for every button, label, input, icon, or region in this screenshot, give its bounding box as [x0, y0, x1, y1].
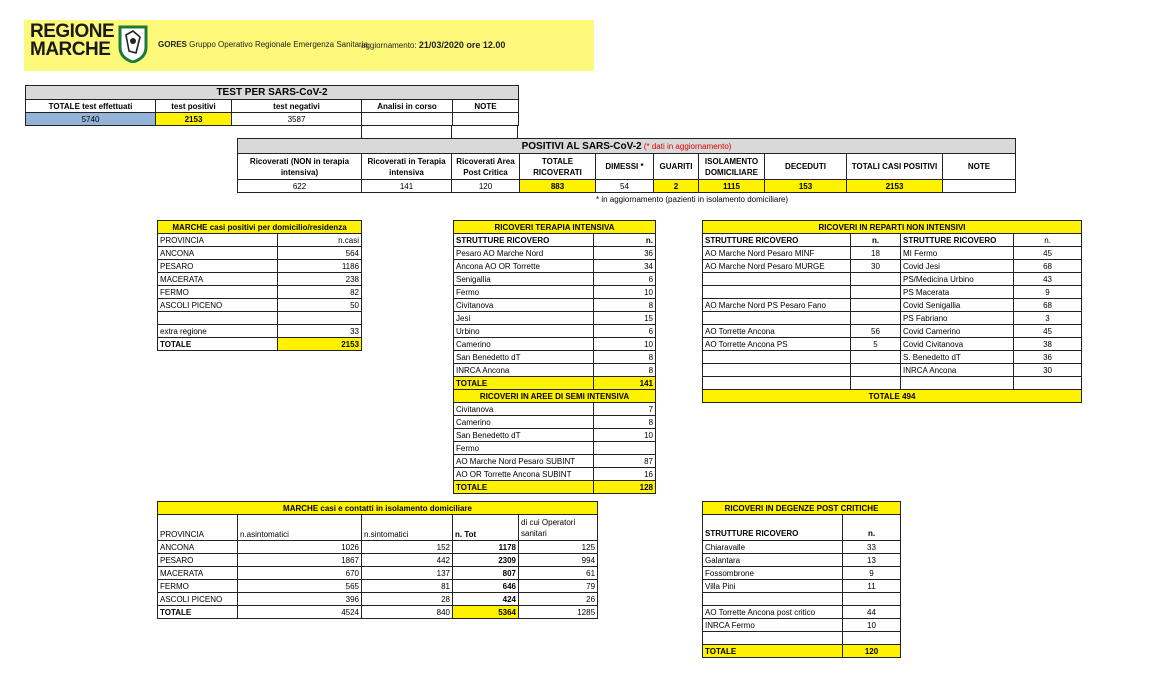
isolation-header-symptomatic: n.sintomatici	[362, 515, 453, 541]
isol-rows-cell: 125	[519, 541, 598, 554]
isolation-header-total: n. Tot	[453, 515, 519, 541]
table-row	[158, 554, 598, 567]
semi-rows-cell: 10	[594, 429, 656, 442]
nonint-rows-cell: AO Marche Nord PS Pesaro Fano	[703, 299, 851, 312]
pos-value-dimessi: 54	[596, 180, 654, 193]
postcritical-header-structure: STRUTTURE RICOVERO	[703, 528, 843, 541]
tests-header-positive: test positivi	[156, 100, 232, 113]
postcritical-rows	[703, 541, 901, 645]
ti-rows-cell: 6	[594, 273, 656, 286]
table-row	[454, 442, 656, 455]
tests-header-pending: Analisi in corso	[362, 100, 453, 113]
nonint-rows-cell	[703, 273, 851, 286]
ti-rows-cell: Jesi	[454, 312, 594, 325]
nonint-rows-cell: 45	[1014, 325, 1082, 338]
nonint-rows-cell: 68	[1014, 260, 1082, 273]
table-row	[158, 580, 598, 593]
isolation-header-operators: di cui Operatori sanitari	[519, 515, 598, 541]
isol-rows-cell: 152	[362, 541, 453, 554]
postcritical-total-value: 120	[843, 645, 901, 658]
pos-header-totali: TOTALI CASI POSITIVI	[847, 154, 943, 180]
table-row	[454, 338, 656, 351]
table-row	[703, 338, 1082, 351]
pos-value-ti: 141	[362, 180, 452, 193]
nonint-rows-cell: 38	[1014, 338, 1082, 351]
pos-header-isolamento: ISOLAMENTO DOMICILIARE	[699, 154, 765, 180]
ti-rows-cell: 36	[594, 247, 656, 260]
positives-footnote: * in aggiornamento (pazienti in isolamento domiciliare)	[596, 195, 789, 204]
isolation-table	[157, 501, 598, 619]
ti-rows-cell: 8	[594, 364, 656, 377]
post-rows-cell	[703, 632, 843, 645]
isol-rows-cell: 61	[519, 567, 598, 580]
table-row	[454, 429, 656, 442]
table-row	[703, 567, 901, 580]
ti-rows-cell: 10	[594, 286, 656, 299]
table-row	[703, 260, 1082, 273]
post-rows-cell: 44	[843, 606, 901, 619]
ti-rows-cell: 10	[594, 338, 656, 351]
semi-rows-cell	[594, 442, 656, 455]
isol-rows-cell: 670	[238, 567, 362, 580]
pos-header-deceduti: DECEDUTI	[765, 154, 847, 180]
table-row	[454, 468, 656, 481]
nonint-rows-cell: AO Marche Nord Pesaro MURGE	[703, 260, 851, 273]
pos-value-note	[943, 180, 1016, 193]
table-row	[454, 273, 656, 286]
nonint-rows-cell: MI Fermo	[901, 247, 1014, 260]
nonint-rows-cell: PS/Medicina Urbino	[901, 273, 1014, 286]
domicilio-rows-cell: MACERATA	[158, 273, 278, 286]
domicilio-rows-cell	[158, 312, 278, 325]
table-row	[703, 286, 1082, 299]
table-row	[454, 455, 656, 468]
postcritical-header-count: n.	[843, 528, 901, 541]
nonint-rows-cell	[703, 364, 851, 377]
update-info: aggiornamento: 21/03/2020 ore 12.00	[361, 40, 506, 50]
nonint-rows-cell: PS Macerata	[901, 286, 1014, 299]
domicilio-rows-cell: 33	[278, 325, 362, 338]
region-logo: REGIONE MARCHE	[30, 21, 115, 60]
postcritical-total-label: TOTALE	[703, 645, 843, 658]
post-rows-cell: Villa Pini	[703, 580, 843, 593]
domicilio-rows-cell: ASCOLI PICENO	[158, 299, 278, 312]
post-rows-cell: 11	[843, 580, 901, 593]
nonint-rows-cell	[851, 286, 901, 299]
isolation-rows	[158, 541, 598, 606]
post-rows-cell: AO Torrette Ancona post critico	[703, 606, 843, 619]
postcritical-title: RICOVERI IN DEGENZE POST CRITICHE	[703, 502, 901, 515]
tests-positive-value: 2153	[156, 113, 232, 126]
semi-rows-cell: 87	[594, 455, 656, 468]
post-rows-cell: 9	[843, 567, 901, 580]
ti-rows-cell: INRCA Ancona	[454, 364, 594, 377]
table-row	[454, 325, 656, 338]
icu-header-count: n.	[594, 234, 656, 247]
isol-rows-cell: FERMO	[158, 580, 238, 593]
tests-header-notes: NOTE	[453, 100, 519, 113]
nonicu-header-count-2: n.	[1014, 234, 1082, 247]
table-row	[454, 312, 656, 325]
icu-header-structure: STRUTTURE RICOVERO	[454, 234, 594, 247]
region-shield-icon	[118, 25, 148, 63]
tests-title: TEST PER SARS-CoV-2	[26, 86, 519, 100]
isol-rows-cell: 646	[453, 580, 519, 593]
tests-table	[25, 85, 519, 126]
tests-header-negative: test negativi	[232, 100, 362, 113]
icu-total-value: 141	[594, 377, 656, 390]
isolation-total-total: 5364	[453, 606, 519, 619]
domicilio-rows-cell: FERMO	[158, 286, 278, 299]
nonint-rows-cell: 45	[1014, 247, 1082, 260]
post-rows-cell: 13	[843, 554, 901, 567]
postcritical-table	[702, 501, 901, 658]
nonicu-title: RICOVERI IN REPARTI NON INTENSIVI	[703, 221, 1082, 234]
pos-header-dimessi: DIMESSI *	[596, 154, 654, 180]
semi-title: RICOVERI IN AREE DI SEMI INTENSIVA	[454, 390, 656, 403]
post-rows-cell	[703, 593, 843, 606]
nonint-rows-cell: INRCA Ancona	[901, 364, 1014, 377]
table-row	[703, 312, 1082, 325]
nonint-rows-cell: 5	[851, 338, 901, 351]
icu-total-label: TOTALE	[454, 377, 594, 390]
nonint-rows-cell: S. Benedetto dT	[901, 351, 1014, 364]
domicilio-rows-cell: 1186	[278, 260, 362, 273]
tests-header-total: TOTALE test effettuati	[26, 100, 156, 113]
post-rows-cell: Chiaravalle	[703, 541, 843, 554]
pos-header-postcritica: Ricoverati Area Post Critica	[452, 154, 520, 180]
nonint-rows-cell: AO Marche Nord Pesaro MINF	[703, 247, 851, 260]
nonicu-total: TOTALE 494	[703, 390, 1082, 403]
pos-header-note: NOTE	[943, 154, 1016, 180]
nonicu-table	[702, 220, 1082, 403]
nonint-rows-cell: AO Torrette Ancona PS	[703, 338, 851, 351]
pos-header-ricoverati: Ricoverati (NON in terapia intensiva)	[238, 154, 362, 180]
ti-rows-cell: Fermo	[454, 286, 594, 299]
ti-rows-cell: 15	[594, 312, 656, 325]
semi-rows-cell: 7	[594, 403, 656, 416]
pos-value-guariti: 2	[654, 180, 699, 193]
isol-rows-cell: MACERATA	[158, 567, 238, 580]
semi-rows	[454, 403, 656, 481]
isol-rows-cell: 79	[519, 580, 598, 593]
isolation-title: MARCHE casi e contatti in isolamento domiciliare	[158, 502, 598, 515]
isol-rows-cell: 28	[362, 593, 453, 606]
nonint-rows-cell	[851, 273, 901, 286]
nonint-rows-cell: 9	[1014, 286, 1082, 299]
ti-rows-cell: 8	[594, 299, 656, 312]
isol-rows-cell: PESARO	[158, 554, 238, 567]
isol-rows-cell: 424	[453, 593, 519, 606]
tests-notes-value	[453, 113, 519, 126]
nonint-rows-cell: 18	[851, 247, 901, 260]
table-row	[703, 619, 901, 632]
nonint-rows-cell: 3	[1014, 312, 1082, 325]
positives-title-row: POSITIVI AL SARS-CoV-2 (* dati in aggiornamento)	[238, 139, 1016, 154]
icu-title: RICOVERI TERAPIA INTENSIVA	[454, 221, 656, 234]
tests-spacer	[361, 125, 452, 138]
nonicu-rows	[703, 247, 1082, 390]
nonint-rows-cell: AO Torrette Ancona	[703, 325, 851, 338]
table-row	[158, 325, 362, 338]
table-row	[703, 580, 901, 593]
post-rows-cell: Galantara	[703, 554, 843, 567]
nonint-rows-cell	[703, 351, 851, 364]
semi-rows-cell: 16	[594, 468, 656, 481]
postcritical-spacer-2	[843, 515, 901, 528]
isol-rows-cell: 26	[519, 593, 598, 606]
table-row	[454, 403, 656, 416]
isol-rows-cell: 396	[238, 593, 362, 606]
ti-rows-cell: Pesaro AO Marche Nord	[454, 247, 594, 260]
ti-rows-cell: Ancona AO OR Torrette	[454, 260, 594, 273]
nonint-rows-cell	[703, 286, 851, 299]
table-row	[158, 541, 598, 554]
semi-total-label: TOTALE	[454, 481, 594, 494]
nonicu-header-count-1: n.	[851, 234, 901, 247]
nonint-rows-cell: Covid Civitanova	[901, 338, 1014, 351]
domicilio-rows-cell: PESARO	[158, 260, 278, 273]
ti-rows-cell: Civitanova	[454, 299, 594, 312]
table-row	[454, 364, 656, 377]
semi-total-value: 128	[594, 481, 656, 494]
post-rows-cell: Fossombrone	[703, 567, 843, 580]
nonint-rows-cell	[1014, 377, 1082, 390]
post-rows-cell: 33	[843, 541, 901, 554]
nonint-rows-cell: PS Fabriano	[901, 312, 1014, 325]
residence-title: MARCHE casi positivi per domicilio/residenza	[158, 221, 362, 234]
nonint-rows-cell: 68	[1014, 299, 1082, 312]
semi-rows-cell: Camerino	[454, 416, 594, 429]
table-row	[158, 273, 362, 286]
pos-header-ti: Ricoverati in Terapia intensiva	[362, 154, 452, 180]
post-rows-cell	[843, 593, 901, 606]
table-row	[454, 247, 656, 260]
semi-rows-cell: AO OR Torrette Ancona SUBINT	[454, 468, 594, 481]
nonint-rows-cell	[851, 364, 901, 377]
isol-rows-cell: 1867	[238, 554, 362, 567]
table-row	[703, 325, 1082, 338]
table-row	[703, 541, 901, 554]
ti-rows-cell: 34	[594, 260, 656, 273]
table-row	[703, 554, 901, 567]
tests-total-value: 5740	[26, 113, 156, 126]
table-row	[158, 593, 598, 606]
domicilio-rows-cell: extra regione	[158, 325, 278, 338]
table-row	[454, 299, 656, 312]
semi-rows-cell: Civitanova	[454, 403, 594, 416]
icu-rows	[454, 247, 656, 377]
postcritical-spacer	[703, 515, 843, 528]
post-rows-cell: 10	[843, 619, 901, 632]
nonint-rows-cell: 36	[1014, 351, 1082, 364]
table-row	[703, 273, 1082, 286]
icu-table	[453, 220, 656, 494]
pos-value-totali: 2153	[847, 180, 943, 193]
post-rows-cell: INRCA Fermo	[703, 619, 843, 632]
nonint-rows-cell: 30	[851, 260, 901, 273]
ti-rows-cell: Camerino	[454, 338, 594, 351]
semi-rows-cell: San Benedetto dT	[454, 429, 594, 442]
table-row	[158, 312, 362, 325]
residence-rows	[158, 247, 362, 338]
residence-total-value: 2153	[278, 338, 362, 351]
isolation-total-symptomatic: 840	[362, 606, 453, 619]
ti-rows-cell: Urbino	[454, 325, 594, 338]
residence-header-province: PROVINCIA	[158, 234, 278, 247]
nonint-rows-cell	[851, 312, 901, 325]
table-row	[703, 299, 1082, 312]
table-row	[158, 260, 362, 273]
nonint-rows-cell	[851, 377, 901, 390]
org-info: GORES Gruppo Operativo Regionale Emergenza Sanitaria	[158, 40, 368, 49]
nonint-rows-cell	[901, 377, 1014, 390]
domicilio-rows-cell	[278, 312, 362, 325]
nonint-rows-cell: Covid Jesi	[901, 260, 1014, 273]
table-row	[703, 606, 901, 619]
residence-table	[157, 220, 362, 351]
domicilio-rows-cell: ANCONA	[158, 247, 278, 260]
isolation-total-label: TOTALE	[158, 606, 238, 619]
semi-rows-cell: Fermo	[454, 442, 594, 455]
pos-header-totale-ricoverati: TOTALE RICOVERATI	[520, 154, 596, 180]
semi-rows-cell: 8	[594, 416, 656, 429]
table-row	[158, 247, 362, 260]
post-rows-cell	[843, 632, 901, 645]
pos-value-isolamento: 1115	[699, 180, 765, 193]
ti-rows-cell: 6	[594, 325, 656, 338]
nonint-rows-cell: 30	[1014, 364, 1082, 377]
tests-pending-value	[362, 113, 453, 126]
isol-rows-cell: 442	[362, 554, 453, 567]
pos-value-ricoverati: 622	[238, 180, 362, 193]
tests-spacer-2	[451, 125, 518, 138]
ti-rows-cell: Senigallia	[454, 273, 594, 286]
isol-rows-cell: 81	[362, 580, 453, 593]
table-row	[158, 286, 362, 299]
isolation-total-asymptomatic: 4524	[238, 606, 362, 619]
nonint-rows-cell	[703, 377, 851, 390]
nonint-rows-cell: 56	[851, 325, 901, 338]
residence-header-count: n.casi	[278, 234, 362, 247]
positives-table	[237, 138, 1016, 193]
table-row	[703, 377, 1082, 390]
semi-rows-cell: AO Marche Nord Pesaro SUBINT	[454, 455, 594, 468]
table-row	[703, 351, 1082, 364]
table-row	[703, 593, 901, 606]
nonint-rows-cell	[851, 299, 901, 312]
isol-rows-cell: 1026	[238, 541, 362, 554]
domicilio-rows-cell: 82	[278, 286, 362, 299]
tests-negative-value: 3587	[232, 113, 362, 126]
header-banner	[24, 20, 594, 71]
table-row	[703, 364, 1082, 377]
isol-rows-cell: ANCONA	[158, 541, 238, 554]
pos-value-totale-ricoverati: 883	[520, 180, 596, 193]
domicilio-rows-cell: 238	[278, 273, 362, 286]
domicilio-rows-cell: 50	[278, 299, 362, 312]
ti-rows-cell: 8	[594, 351, 656, 364]
isol-rows-cell: 137	[362, 567, 453, 580]
table-row	[158, 299, 362, 312]
nonint-rows-cell: 43	[1014, 273, 1082, 286]
table-row	[454, 260, 656, 273]
isolation-total-operators: 1285	[519, 606, 598, 619]
table-row	[703, 632, 901, 645]
isol-rows-cell: ASCOLI PICENO	[158, 593, 238, 606]
nonicu-header-structure-2: STRUTTURE RICOVERO	[901, 234, 1014, 247]
nonint-rows-cell	[703, 312, 851, 325]
nonint-rows-cell: Covid Senigallia	[901, 299, 1014, 312]
table-row	[454, 351, 656, 364]
table-row	[454, 286, 656, 299]
isol-rows-cell: 994	[519, 554, 598, 567]
table-row	[703, 247, 1082, 260]
isol-rows-cell: 807	[453, 567, 519, 580]
isol-rows-cell: 565	[238, 580, 362, 593]
ti-rows-cell: San Benedetto dT	[454, 351, 594, 364]
isolation-header-province: PROVINCIA	[158, 515, 238, 541]
isol-rows-cell: 2309	[453, 554, 519, 567]
pos-value-deceduti: 153	[765, 180, 847, 193]
table-row	[158, 567, 598, 580]
pos-header-guariti: GUARITI	[654, 154, 699, 180]
isol-rows-cell: 1178	[453, 541, 519, 554]
nonint-rows-cell: Covid Camerino	[901, 325, 1014, 338]
residence-total-label: TOTALE	[158, 338, 278, 351]
table-row	[454, 416, 656, 429]
pos-value-postcritica: 120	[452, 180, 520, 193]
nonicu-header-structure-1: STRUTTURE RICOVERO	[703, 234, 851, 247]
isolation-header-asymptomatic: n.asintomatici	[238, 515, 362, 541]
domicilio-rows-cell: 564	[278, 247, 362, 260]
nonint-rows-cell	[851, 351, 901, 364]
